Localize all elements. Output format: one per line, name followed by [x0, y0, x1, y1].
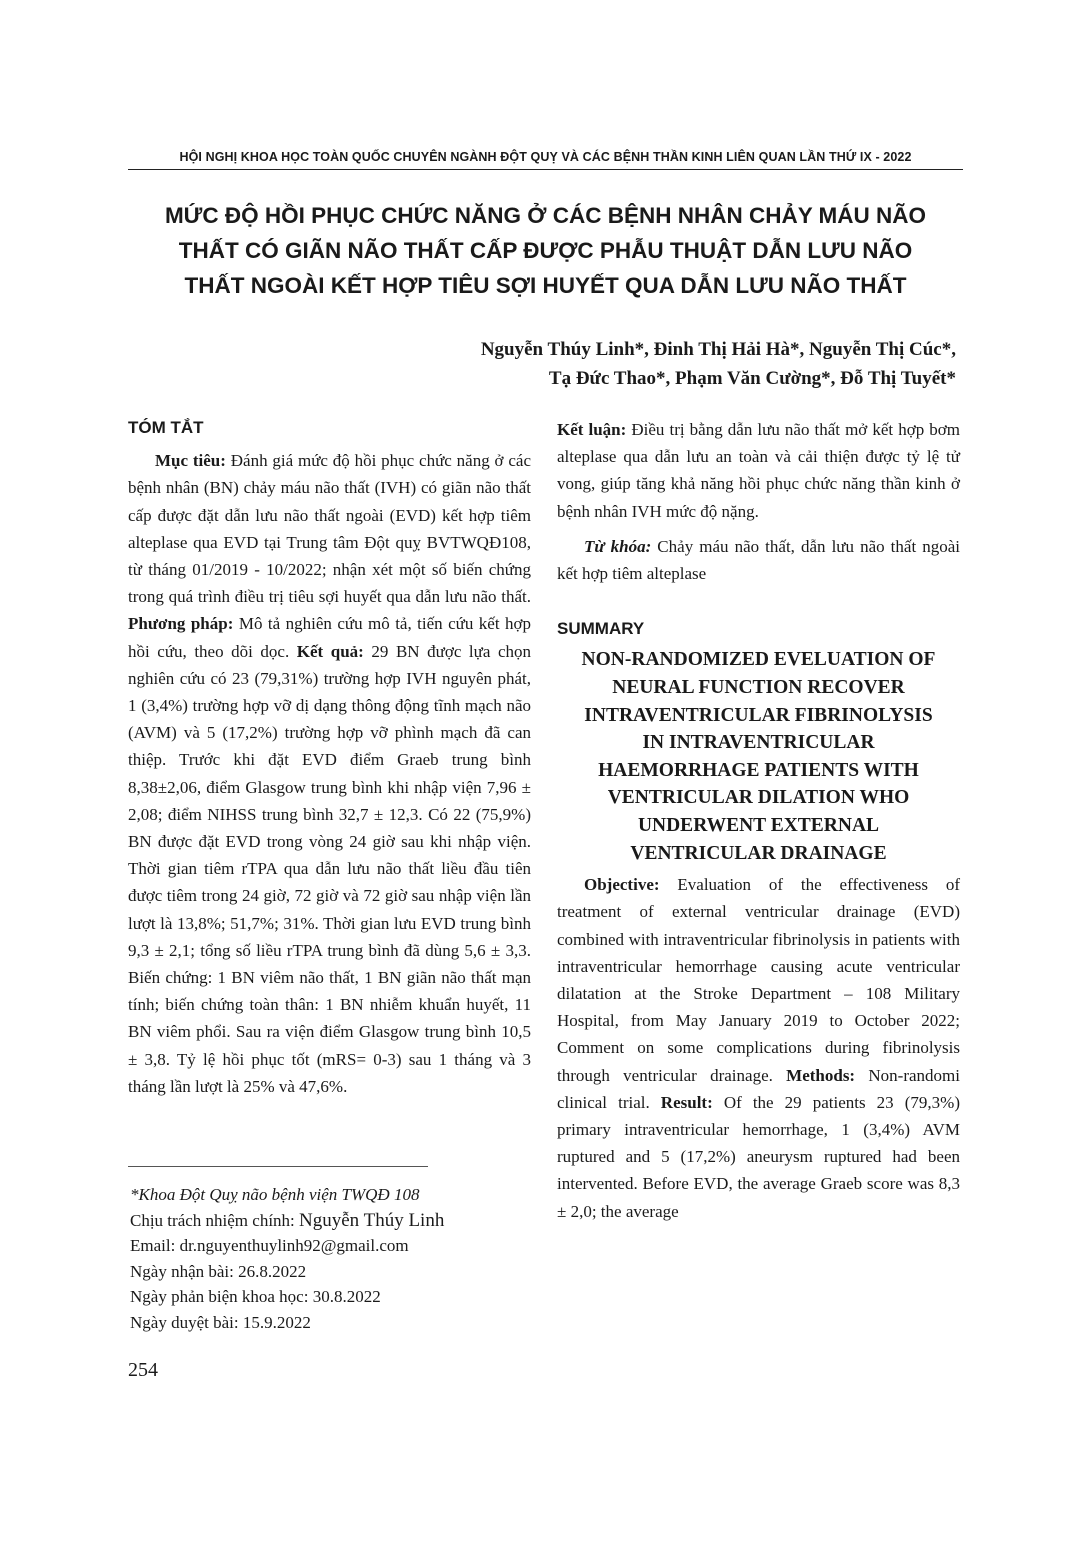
abstract-vi-continuation	[557, 416, 960, 525]
title-line: THẤT CÓ GIÃN NÃO THẤT CẤP ĐƯỢC PHẪU THUẬT DẪN LƯU NÃO	[178, 238, 913, 263]
en-methods-label: Methods:	[786, 1065, 856, 1085]
keywords-text: Chảy máu não thất, dẫn lưu não thất ngoài kết hợp tiêm alteplase	[557, 536, 960, 584]
methods-text: Mô tả nghiên cứu mô tả, tiến cứu kết hợp hồi cứu, theo dõi dọc.	[128, 614, 531, 661]
en-result-label: Result:	[660, 1092, 713, 1112]
methods-label: Phương pháp:	[128, 614, 234, 634]
en-title-line: VENTRICULAR DRAINAGE	[630, 842, 887, 864]
header-rule	[128, 169, 963, 170]
authors-line: Tạ Đức Thao*, Phạm Văn Cường*, Đỗ Thị Tuyết*	[548, 368, 956, 389]
footnote-rule	[128, 1166, 428, 1167]
abstract-vi-body	[128, 447, 531, 1100]
keywords	[557, 533, 960, 587]
keywords-label: Từ khóa:	[584, 536, 652, 556]
en-title-line: VENTRICULAR DILATION WHO	[607, 787, 910, 809]
english-title	[557, 646, 960, 867]
abstract-vi-heading: TÓM TẮT	[128, 418, 204, 437]
title-line: MỨC ĐỘ HỒI PHỤC CHỨC NĂNG Ở CÁC BỆNH NHÂN CHẢY MÁU NÃO	[164, 203, 927, 228]
en-methods-text: Non-randomi clinical trial.	[557, 1065, 960, 1112]
responsible-name: Nguyễn Thúy Linh	[299, 1209, 445, 1231]
footnote-affiliation: *Khoa Đột Quỵ não bệnh viện TWQĐ 108	[130, 1185, 420, 1204]
summary-heading: SUMMARY	[557, 619, 645, 639]
footnote-accepted: Ngày duyệt bài: 15.9.2022	[130, 1312, 311, 1332]
objective-text: Đánh giá mức độ hồi phục chức năng ở các bệnh nhân (BN) chảy máu não thất (IVH) có giãn não thất cấp được đặt dẫn lưu não thất ngoài (EVD) kết hợp tiêm alteplase qua EVD tại Trung tâm Đột quỵ BVTWQĐ108, từ tháng 01/2019 - 10/2022; nhận xét một số biến chứng trong quá trình điều trị tiêu sợi huyết qua dẫn lưu não thất.	[128, 451, 531, 607]
authors-line: Nguyễn Thúy Linh*, Đinh Thị Hải Hà*, Nguyễn Thị Cúc*,	[480, 339, 956, 360]
footnote-reviewed: Ngày phản biện khoa học: 30.8.2022	[130, 1287, 381, 1306]
results-label: Kết quả:	[296, 641, 364, 661]
footnote	[130, 1182, 550, 1335]
en-title-line: HAEMORRHAGE PATIENTS WITH	[598, 759, 919, 781]
running-header: HỘI NGHỊ KHOA HỌC TOÀN QUỐC CHUYÊN NGÀNH ĐỘT QUỴ VÀ CÁC BỆNH THẦN KINH LIÊN QUAN LẦN THỨ IX - 2022	[179, 150, 912, 164]
en-result-text: Of the 29 patients 23 (79,3%) primary intraventricular hemorrhage, 1 (3,4%) AVM ruptured and 5 (17,2%) aneurysm ruptured had been intervented. Before EVD, the average Graeb score was 8,3 ± 2,0; the average	[557, 1092, 960, 1221]
objective-label: Mục tiêu:	[155, 451, 226, 471]
title-line: THẤT NGOÀI KẾT HỢP TIÊU SỢI HUYẾT QUA DẪN LƯU NÃO THẤT	[184, 273, 907, 298]
conclusion-text: Điều trị bằng dẫn lưu não thất mở kết hợp bơm alteplase qua dẫn lưu an toàn và cải thiện được tỷ lệ tử vong, giúp tăng khả năng hồi phục chức năng thần kinh ở bệnh nhân IVH mức độ nặng.	[557, 420, 960, 521]
article-title	[128, 198, 963, 303]
footnote-received: Ngày nhận bài: 26.8.2022	[130, 1261, 307, 1281]
page-number: 254	[128, 1359, 158, 1381]
responsible-label: Chịu trách nhiệm chính:	[130, 1210, 300, 1230]
footnote-email: Email: dr.nguyenthuylinh92@gmail.com	[130, 1236, 409, 1255]
en-title-line: NON-RANDOMIZED EVELUATION OF	[581, 649, 936, 671]
footnote-responsible	[130, 1208, 550, 1234]
en-title-line: IN INTRAVENTRICULAR	[642, 732, 875, 754]
en-objective-text: Evaluation of the effectiveness of treatment of external ventricular drainage (EVD) combined with intraventricular fibrinolysis in patients with intraventricular hemorrhage causing acute ventricular dilatation at the Stroke Department – 108 Military Hospital, from May January 2019 to October 2022; Comment on some complications during fibrinolysis through ventricular drainage.	[557, 875, 960, 1085]
author-list	[481, 335, 956, 393]
en-title-line: NEURAL FUNCTION RECOVER	[612, 677, 905, 699]
right-column	[557, 416, 960, 1225]
conclusion-label: Kết luận:	[557, 420, 627, 439]
en-title-line: UNDERWENT EXTERNAL	[637, 814, 880, 836]
en-title-line: INTRAVENTRICULAR FIBRINOLYSIS	[584, 704, 933, 726]
en-objective-label: Objective:	[584, 875, 660, 895]
summary-body	[557, 871, 960, 1225]
results-text: 29 BN được lựa chọn nghiên cứu có 23 (79,31%) trường hợp IVH nguyên phát, 1 (3,4%) trường hợp vỡ dị dạng thông động tĩnh mạch não (AVM) và 5 (17,2%) trường hợp vỡ phình mạch đã can thiệp. Trước khi đặt EVD điểm Graeb trung bình 8,38±2,06, điểm Glasgow trung bình khi nhập viện 7,96 ± 2,08; điểm NIHSS trung bình 32,7 ± 12,3. Có 22 (75,9%) BN được đặt EVD trong vòng 24 giờ sau khi nhập viện. Thời gian tiêm rTPA qua dẫn lưu não thất liều đầu tiên được tiêm trong 24 giờ, 72 giờ và 72 giờ sau nhập viện lần lượt là 13,8%; 51,7%; 31%. Thời gian lưu EVD trung bình 9,3 ± 2,1; tổng số liều rTPA trung bình đã dùng 5,6 ± 3,3. Biến chứng: 1 BN viêm não thất, 1 BN giãn não thất mạn tính; biến chứng toàn thân: 1 BN nhiễm khuẩn huyết, 11 BN viêm phổi. Sau ra viện điểm Glasgow trung bình 10,5 ± 3,8. Tỷ lệ hồi phục tốt (mRS= 0-3) sau 1 tháng và 3 tháng lần lượt là 25% và 47,6%.	[128, 641, 531, 1096]
left-column	[128, 410, 531, 1100]
